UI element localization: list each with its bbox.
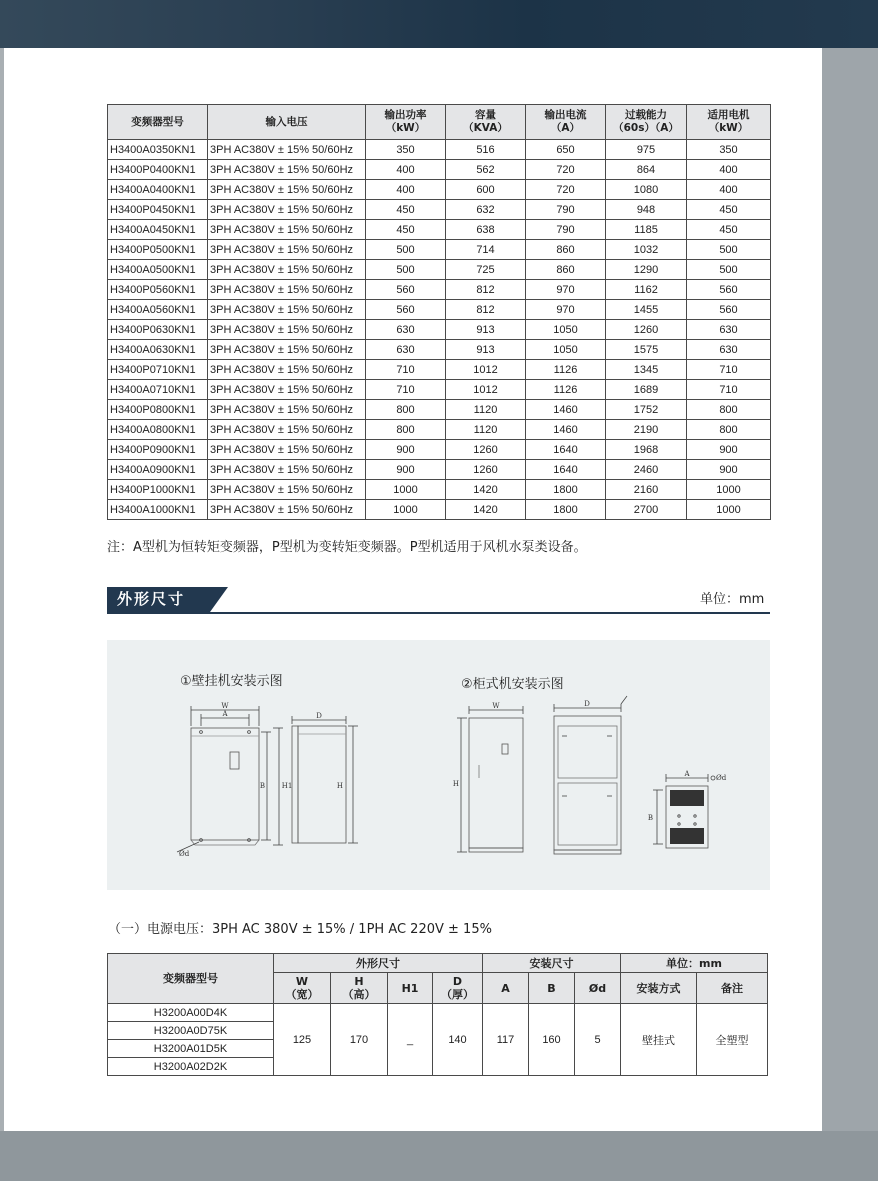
spec-cell-output-power: 630 (366, 320, 446, 340)
spec-cell-model: H3400P0560KN1 (108, 280, 208, 300)
dim-header-row-1 (108, 954, 768, 973)
spec-cell-overload: 1455 (606, 300, 687, 320)
spec-cell-overload: 864 (606, 160, 687, 180)
spec-cell-output-power: 900 (366, 460, 446, 480)
spec-cell-capacity: 812 (446, 300, 526, 320)
dim-value-remark: 全塑型 (697, 1004, 768, 1076)
dim-header-remark: 备注 (697, 973, 768, 1004)
cabinet-caption: ②柜式机安装示图 (461, 677, 564, 692)
dim-header-W: W （宽） (274, 973, 331, 1004)
spec-cell-model: H3400A0560KN1 (108, 300, 208, 320)
dim-model-cell: H3200A02D2K (108, 1058, 274, 1076)
dim-label-D-wall: D (316, 712, 322, 720)
spec-cell-motor: 350 (687, 140, 771, 160)
wall-mount-front-view (177, 702, 292, 858)
spec-cell-model: H3400P0450KN1 (108, 200, 208, 220)
cabinet-base-plan (648, 770, 727, 848)
spec-row (108, 460, 771, 480)
spec-cell-motor: 710 (687, 360, 771, 380)
spec-cell-input-voltage: 3PH AC380V ± 15% 50/60Hz (208, 380, 366, 400)
spec-cell-model: H3400A0400KN1 (108, 180, 208, 200)
dim-value-A: 117 (483, 1004, 529, 1076)
dim-value-method: 壁挂式 (621, 1004, 697, 1076)
section-rule (107, 612, 770, 614)
spec-cell-input-voltage: 3PH AC380V ± 15% 50/60Hz (208, 200, 366, 220)
right-margin-strip (822, 48, 878, 1131)
spec-cell-capacity: 1260 (446, 460, 526, 480)
spec-cell-model: H3400P0400KN1 (108, 160, 208, 180)
spec-cell-model: H3400P0500KN1 (108, 240, 208, 260)
dim-label-D-cab: D (584, 700, 590, 708)
spec-cell-model: H3400A0710KN1 (108, 380, 208, 400)
spec-row (108, 300, 771, 320)
spec-cell-overload: 1575 (606, 340, 687, 360)
dim-value-B: 160 (529, 1004, 575, 1076)
header-band (0, 0, 878, 48)
dim-header-B: B (529, 973, 575, 1004)
spec-cell-capacity: 1260 (446, 440, 526, 460)
spec-cell-overload: 2190 (606, 420, 687, 440)
spec-cell-output-power: 350 (366, 140, 446, 160)
spec-cell-motor: 400 (687, 160, 771, 180)
spec-row (108, 420, 771, 440)
spec-header-output-power: 输出功率 （kW） (366, 105, 446, 140)
spec-cell-output-power: 560 (366, 300, 446, 320)
spec-cell-output-power: 710 (366, 360, 446, 380)
spec-cell-output-power: 400 (366, 160, 446, 180)
spec-row (108, 360, 771, 380)
spec-cell-output-current: 1126 (526, 380, 606, 400)
spec-cell-input-voltage: 3PH AC380V ± 15% 50/60Hz (208, 280, 366, 300)
spec-header-row (108, 105, 771, 140)
dim-header-outer: 外形尺寸 (274, 954, 483, 973)
spec-cell-output-power: 500 (366, 240, 446, 260)
spec-cell-output-power: 560 (366, 280, 446, 300)
dim-header-unit: 单位：mm (621, 954, 768, 973)
section-title-tab (210, 587, 228, 612)
spec-row (108, 440, 771, 460)
spec-cell-output-current: 860 (526, 260, 606, 280)
spec-cell-output-power: 1000 (366, 480, 446, 500)
spec-table (107, 104, 771, 520)
spec-cell-capacity: 1120 (446, 420, 526, 440)
spec-cell-model: H3400P0710KN1 (108, 360, 208, 380)
dim-label-A: A (222, 710, 228, 718)
spec-cell-input-voltage: 3PH AC380V ± 15% 50/60Hz (208, 480, 366, 500)
spec-cell-capacity: 812 (446, 280, 526, 300)
spec-cell-overload: 1032 (606, 240, 687, 260)
spec-cell-model: H3400A0630KN1 (108, 340, 208, 360)
dim-label-d-wall: Ød (179, 850, 190, 858)
spec-cell-output-current: 1800 (526, 500, 606, 520)
spec-cell-model: H3400A0350KN1 (108, 140, 208, 160)
spec-cell-capacity: 1420 (446, 500, 526, 520)
spec-cell-output-power: 500 (366, 260, 446, 280)
spec-cell-input-voltage: 3PH AC380V ± 15% 50/60Hz (208, 260, 366, 280)
spec-cell-input-voltage: 3PH AC380V ± 15% 50/60Hz (208, 220, 366, 240)
spec-cell-input-voltage: 3PH AC380V ± 15% 50/60Hz (208, 180, 366, 200)
spec-cell-overload: 1290 (606, 260, 687, 280)
spec-cell-capacity: 638 (446, 220, 526, 240)
spec-cell-input-voltage: 3PH AC380V ± 15% 50/60Hz (208, 140, 366, 160)
power-supply-subtitle: （一）电源电压：3PH AC 380V ± 15% / 1PH AC 220V ± 15% (108, 922, 492, 937)
dim-header-install: 安装尺寸 (483, 954, 621, 973)
wall-mount-caption: ①壁挂机安装示图 (180, 674, 283, 689)
spec-cell-model: H3400A0800KN1 (108, 420, 208, 440)
spec-cell-capacity: 1120 (446, 400, 526, 420)
installation-drawings (107, 640, 770, 890)
cabinet-front-view (453, 702, 523, 852)
spec-cell-motor: 560 (687, 300, 771, 320)
spec-cell-output-current: 1050 (526, 340, 606, 360)
spec-cell-input-voltage: 3PH AC380V ± 15% 50/60Hz (208, 440, 366, 460)
spec-cell-model: H3400P0630KN1 (108, 320, 208, 340)
spec-cell-model: H3400P0800KN1 (108, 400, 208, 420)
wall-mount-side-view (292, 712, 358, 843)
spec-cell-output-power: 710 (366, 380, 446, 400)
spec-row (108, 260, 771, 280)
spec-cell-motor: 400 (687, 180, 771, 200)
spec-row (108, 240, 771, 260)
spec-header-capacity: 容量 （KVA） (446, 105, 526, 140)
spec-cell-input-voltage: 3PH AC380V ± 15% 50/60Hz (208, 240, 366, 260)
dim-header-H: H （高） (331, 973, 388, 1004)
spec-header-motor: 适用电机 （kW） (687, 105, 771, 140)
spec-cell-input-voltage: 3PH AC380V ± 15% 50/60Hz (208, 160, 366, 180)
spec-cell-output-current: 1640 (526, 460, 606, 480)
spec-cell-capacity: 913 (446, 340, 526, 360)
spec-cell-motor: 560 (687, 280, 771, 300)
dim-label-A-cab: A (684, 770, 690, 778)
spec-row (108, 280, 771, 300)
spec-cell-motor: 630 (687, 320, 771, 340)
dim-label-W-cab: W (492, 702, 500, 710)
spec-row (108, 320, 771, 340)
spec-cell-overload: 1185 (606, 220, 687, 240)
dim-header-method: 安装方式 (621, 973, 697, 1004)
spec-cell-output-current: 790 (526, 200, 606, 220)
spec-cell-overload: 1752 (606, 400, 687, 420)
cabinet-side-view (554, 696, 627, 854)
spec-cell-overload: 2160 (606, 480, 687, 500)
spec-cell-input-voltage: 3PH AC380V ± 15% 50/60Hz (208, 420, 366, 440)
spec-cell-overload: 1689 (606, 380, 687, 400)
spec-row (108, 340, 771, 360)
dim-header-A: A (483, 973, 529, 1004)
spec-cell-capacity: 725 (446, 260, 526, 280)
spec-cell-motor: 450 (687, 200, 771, 220)
spec-cell-overload: 2700 (606, 500, 687, 520)
spec-cell-overload: 975 (606, 140, 687, 160)
spec-cell-motor: 900 (687, 460, 771, 480)
spec-cell-input-voltage: 3PH AC380V ± 15% 50/60Hz (208, 340, 366, 360)
spec-cell-input-voltage: 3PH AC380V ± 15% 50/60Hz (208, 400, 366, 420)
spec-row (108, 220, 771, 240)
spec-row (108, 200, 771, 220)
dim-header-d: Ød (575, 973, 621, 1004)
spec-cell-output-power: 400 (366, 180, 446, 200)
spec-cell-output-current: 790 (526, 220, 606, 240)
dim-row (108, 1004, 768, 1022)
dim-value-H: 170 (331, 1004, 388, 1076)
spec-cell-overload: 948 (606, 200, 687, 220)
section-header (107, 587, 770, 614)
spec-cell-output-current: 1460 (526, 400, 606, 420)
spec-cell-output-power: 900 (366, 440, 446, 460)
spec-cell-output-current: 970 (526, 300, 606, 320)
spec-cell-motor: 710 (687, 380, 771, 400)
spec-cell-model: H3400P0900KN1 (108, 440, 208, 460)
spec-cell-motor: 1000 (687, 480, 771, 500)
spec-cell-capacity: 632 (446, 200, 526, 220)
spec-cell-motor: 800 (687, 420, 771, 440)
spec-cell-output-power: 450 (366, 220, 446, 240)
spec-cell-output-power: 1000 (366, 500, 446, 520)
spec-cell-overload: 1080 (606, 180, 687, 200)
spec-header-overload: 过载能力 （60s）（A） (606, 105, 687, 140)
spec-cell-model: H3400A0500KN1 (108, 260, 208, 280)
spec-cell-output-current: 1460 (526, 420, 606, 440)
dim-model-cell: H3200A0D75K (108, 1022, 274, 1040)
spec-cell-input-voltage: 3PH AC380V ± 15% 50/60Hz (208, 300, 366, 320)
dim-label-H-wall: H (336, 782, 343, 790)
spec-cell-output-power: 450 (366, 200, 446, 220)
spec-cell-capacity: 913 (446, 320, 526, 340)
spec-cell-overload: 2460 (606, 460, 687, 480)
spec-cell-output-current: 970 (526, 280, 606, 300)
installation-diagram-panel (107, 640, 770, 890)
spec-cell-model: H3400A1000KN1 (108, 500, 208, 520)
spec-cell-motor: 500 (687, 240, 771, 260)
dim-label-d-cab: Ød (716, 774, 727, 782)
spec-cell-output-power: 800 (366, 400, 446, 420)
spec-cell-capacity: 1420 (446, 480, 526, 500)
spec-cell-capacity: 1012 (446, 380, 526, 400)
dim-label-W: W (221, 702, 229, 710)
spec-header-input-voltage: 输入电压 (208, 105, 366, 140)
spec-cell-capacity: 714 (446, 240, 526, 260)
dim-label-H1: H1 (281, 782, 293, 790)
dim-model-cell: H3200A00D4K (108, 1004, 274, 1022)
spec-row (108, 180, 771, 200)
spec-cell-overload: 1968 (606, 440, 687, 460)
spec-cell-motor: 800 (687, 400, 771, 420)
spec-cell-input-voltage: 3PH AC380V ± 15% 50/60Hz (208, 320, 366, 340)
spec-cell-model: H3400A0450KN1 (108, 220, 208, 240)
spec-cell-model: H3400P1000KN1 (108, 480, 208, 500)
spec-row (108, 140, 771, 160)
spec-cell-input-voltage: 3PH AC380V ± 15% 50/60Hz (208, 360, 366, 380)
spec-cell-motor: 1000 (687, 500, 771, 520)
section-unit: 单位：mm (700, 592, 765, 607)
spec-cell-output-current: 1640 (526, 440, 606, 460)
dim-header-model: 变频器型号 (108, 954, 274, 1004)
spec-cell-capacity: 1012 (446, 360, 526, 380)
spec-header-model: 变频器型号 (108, 105, 208, 140)
spec-cell-output-current: 1800 (526, 480, 606, 500)
spec-cell-overload: 1162 (606, 280, 687, 300)
spec-note: 注：A型机为恒转矩变频器，P型机为变转矩变频器。P型机适用于风机水泵类设备。 (107, 540, 587, 555)
spec-cell-overload: 1260 (606, 320, 687, 340)
spec-row (108, 160, 771, 180)
dim-model-cell: H3200A01D5K (108, 1040, 274, 1058)
spec-cell-motor: 450 (687, 220, 771, 240)
footer-band (0, 1131, 878, 1181)
dim-label-H-cab: H (452, 780, 459, 788)
spec-cell-input-voltage: 3PH AC380V ± 15% 50/60Hz (208, 460, 366, 480)
dim-header-H1: H1 (388, 973, 433, 1004)
spec-cell-capacity: 516 (446, 140, 526, 160)
spec-cell-output-current: 650 (526, 140, 606, 160)
spec-cell-motor: 630 (687, 340, 771, 360)
dim-label-B-cab: B (647, 814, 653, 822)
dim-value-D: 140 (433, 1004, 483, 1076)
dim-value-W: 125 (274, 1004, 331, 1076)
spec-cell-motor: 900 (687, 440, 771, 460)
spec-cell-overload: 1345 (606, 360, 687, 380)
spec-row (108, 400, 771, 420)
spec-cell-model: H3400A0900KN1 (108, 460, 208, 480)
dim-value-H1: _ (388, 1004, 433, 1076)
spec-cell-output-current: 860 (526, 240, 606, 260)
spec-cell-output-current: 1126 (526, 360, 606, 380)
spec-row (108, 480, 771, 500)
spec-row (108, 500, 771, 520)
dimension-table (107, 953, 768, 1076)
spec-header-output-current: 输出电流 （A） (526, 105, 606, 140)
dim-header-D: D （厚） (433, 973, 483, 1004)
spec-cell-output-power: 630 (366, 340, 446, 360)
spec-cell-output-current: 720 (526, 180, 606, 200)
dim-value-d: 5 (575, 1004, 621, 1076)
spec-cell-motor: 500 (687, 260, 771, 280)
section-title: 外形尺寸 (107, 587, 210, 612)
spec-cell-capacity: 562 (446, 160, 526, 180)
dim-label-B: B (259, 782, 265, 790)
spec-row (108, 380, 771, 400)
spec-cell-output-power: 800 (366, 420, 446, 440)
spec-table-body (108, 140, 771, 520)
spec-cell-output-current: 720 (526, 160, 606, 180)
spec-cell-capacity: 600 (446, 180, 526, 200)
spec-cell-input-voltage: 3PH AC380V ± 15% 50/60Hz (208, 500, 366, 520)
spec-cell-output-current: 1050 (526, 320, 606, 340)
